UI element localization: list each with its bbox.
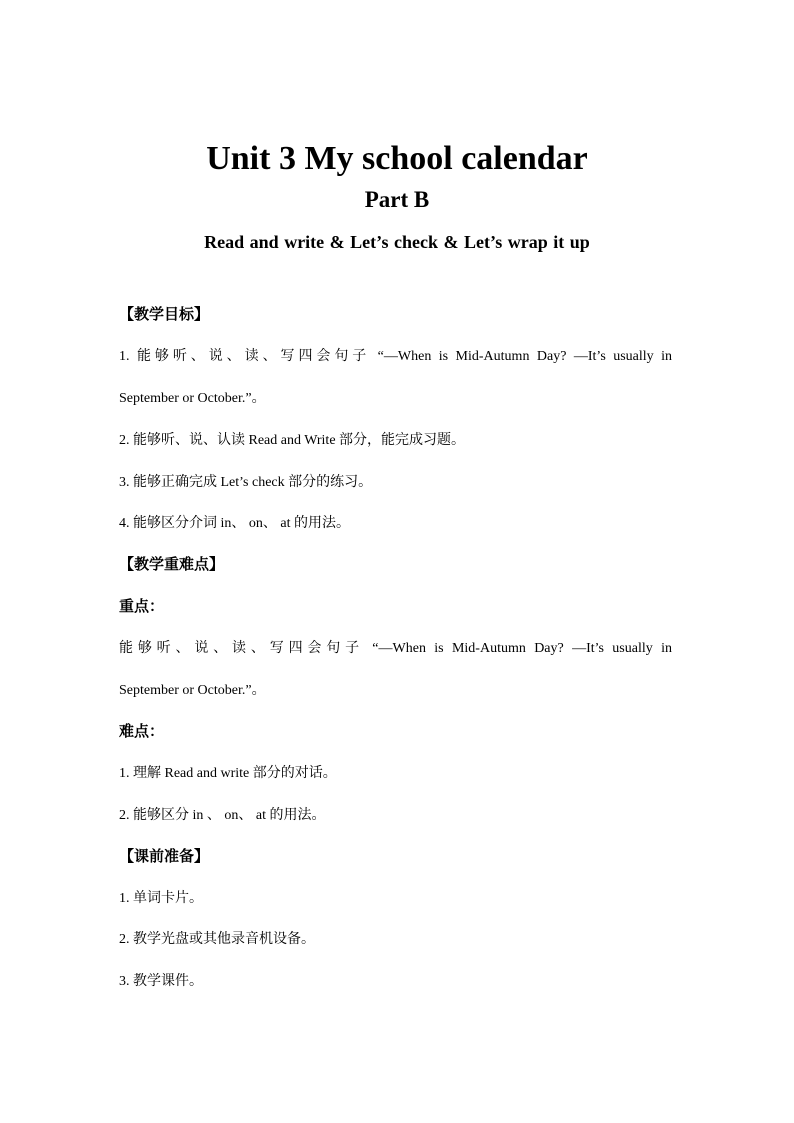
difficulty-label: 难点： [119,724,165,740]
objective-item-1-line-2: September or October.”。 [119,391,266,406]
part-subtitle: Part B [364,187,430,212]
objective-item-2: 2. 能够听、说、认读 Read and Write 部分，能完成习题。 [119,433,466,448]
preparation-heading: 【课前准备】 [119,849,210,865]
preparation-item-1: 1. 单词卡片。 [119,891,203,906]
sections-subtitle: Read and write & Let’s check & Let’s wrap it up [204,232,590,252]
page-title: Unit 3 My school calendar [206,140,588,177]
preparation-item-2: 2. 教学光盘或其他录音机设备。 [119,932,315,947]
preparation-item-3: 3. 教学课件。 [119,974,203,989]
objectives-heading: 【教学目标】 [119,307,210,323]
objective-item-1-line-1: 1. 能够听、说、读、写四会句子 “—When is Mid-Autumn Day? —It’s usually in [119,349,672,364]
difficulty-item-1: 1. 理解 Read and write 部分的对话。 [119,766,337,781]
difficulty-item-2: 2. 能够区分 in 、 on、 at 的用法。 [119,808,326,823]
objective-item-4: 4. 能够区分介词 in、 on、 at 的用法。 [119,516,350,531]
focus-line-2: September or October.”。 [119,683,266,698]
focus-line-1: 能够听、说、读、写四会句子 “—When is Mid-Autumn Day? —It’s usually in [119,641,672,656]
focus-label: 重点： [119,599,165,615]
objective-item-3: 3. 能够正确完成 Let’s check 部分的练习。 [119,475,373,490]
key-points-heading: 【教学重难点】 [119,557,225,573]
